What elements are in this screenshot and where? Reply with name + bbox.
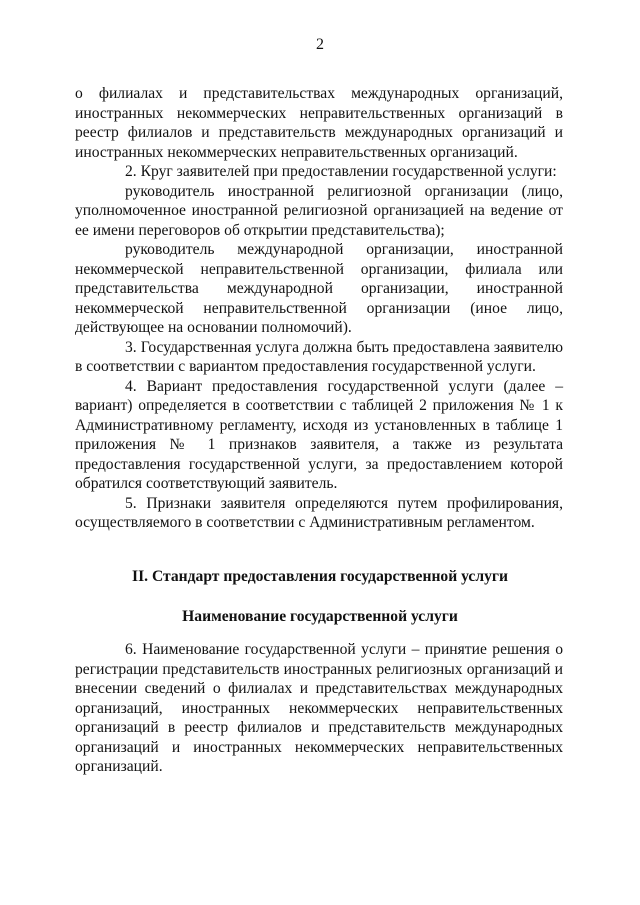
paragraph-applicant-international: руководитель международной организации, иностранной некоммерческой неправительственной организации, филиала или представительства международной организации, иностранной некоммерческой неправительственной организации (иное лицо, действующее на основании полномочий).: [75, 241, 563, 336]
section-heading: II. Стандарт предоставления государственной услуги: [132, 568, 508, 585]
document-body: [75, 84, 563, 533]
paragraph-2: 2. Круг заявителей при предоставлении государственной услуги:: [125, 163, 557, 180]
paragraph-5: 5. Признаки заявителя определяются путем профилирования, осуществляемого в соответствии с Административным регламентом.: [75, 494, 563, 531]
paragraph-6: 6. Наименование государственной услуги – принятие решения о регистрации представительств иностранных религиозных организаций и внесении сведений о филиалах и представительствах международных организаций, иностранных некоммерческих неправительственных организаций в реестр филиалов и представительств международных организаций и иностранных некоммерческих неправительственных организаций.: [75, 641, 563, 775]
subsection-heading: Наименование государственной услуги: [182, 608, 458, 625]
page-number: 2: [316, 36, 324, 53]
paragraph-4: 4. Вариант предоставления государственной услуги (далее – вариант) определяется в соответствии с таблицей 2 приложения № 1 к Административному регламенту, исходя из установленных в таблице 1 приложения № 1 признаков заявителя, а также из результата предоставления государственной услуги, за предоставлением которой обратился соответствующий заявитель.: [75, 377, 563, 492]
paragraph-3: 3. Государственная услуга должна быть предоставлена заявителю в соответствии с вариантом предоставления государственной услуги.: [75, 338, 563, 375]
paragraph-continuation: о филиалах и представительствах международных организаций, иностранных некоммерческих неправительственных организаций в реестр филиалов и представительств международных организаций и иностранных некоммерческих неправительственных организаций.: [75, 85, 563, 161]
document-body-section-2: [75, 640, 563, 777]
paragraph-applicant-religious: руководитель иностранной религиозной организации (лицо, уполномоченное иностранной религиозной организацией на ведение от ее имени переговоров об открытии представительства);: [75, 182, 563, 239]
